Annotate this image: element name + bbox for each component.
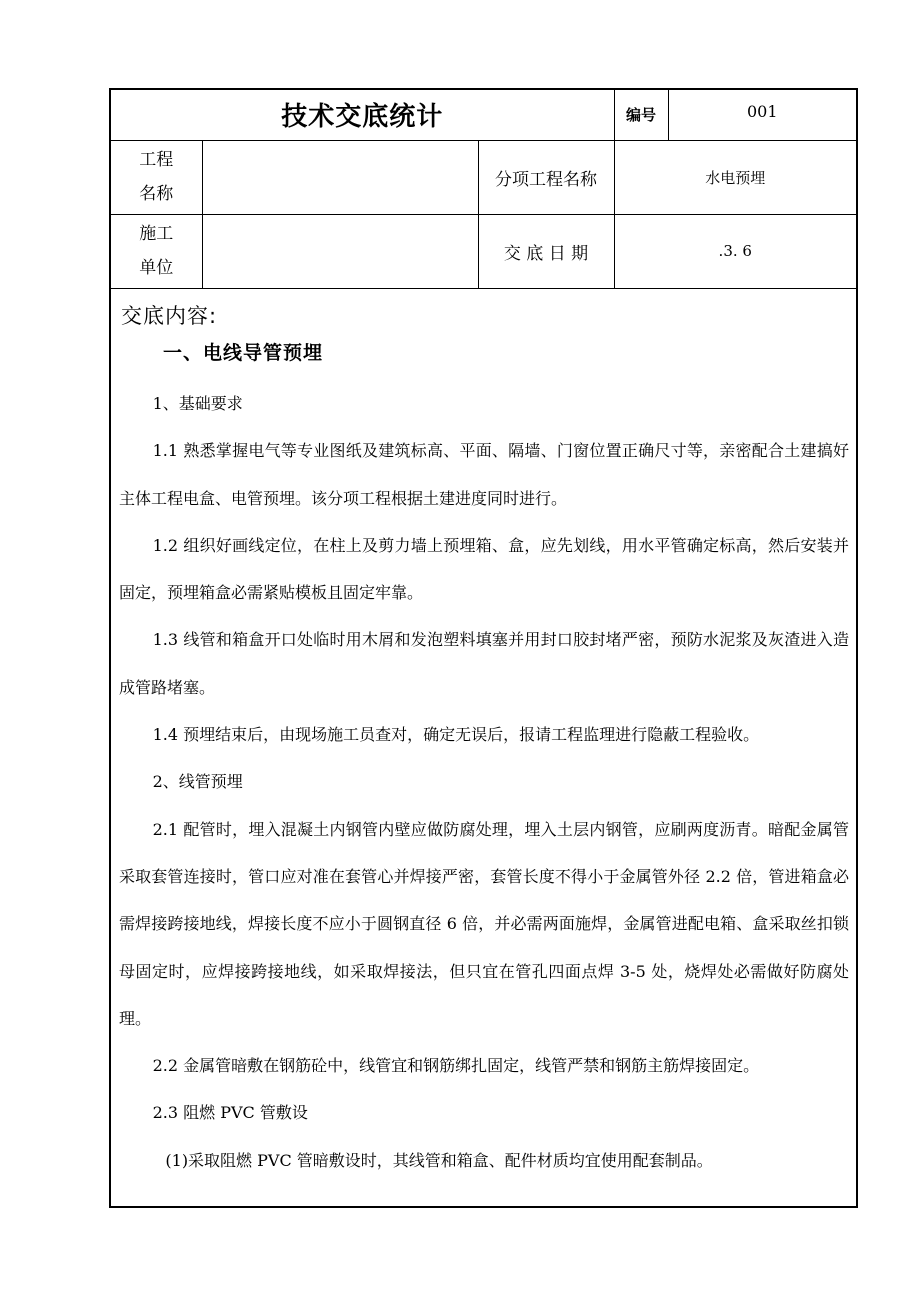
paragraph: 1.3 线管和箱盒开口处临时用木屑和发泡塑料填塞并用封口胶封堵严密，预防水泥浆及灰渣进入造成管路堵塞。: [119, 630, 849, 697]
construction-unit-value: [202, 214, 478, 288]
document-title: 技术交底统计: [111, 90, 614, 140]
disclosure-date-value: .3. 6: [614, 214, 856, 288]
section-heading: 一、电线导管预埋: [163, 342, 324, 364]
paragraph: 1.1 熟悉掌握电气等专业图纸及建筑标高、平面、隔墙、门窗位置正确尺寸等，亲密配合土建搞好主体工程电盒、电管预埋。该分项工程根据土建进度同时进行。: [119, 441, 849, 508]
paragraph: 1.4 预埋结束后，由现场施工员查对，确定无误后，报请工程监理进行隐蔽工程验收。: [152, 725, 760, 745]
project-name-value: [202, 140, 478, 214]
content-title: 交底内容:: [121, 304, 218, 328]
body-text: [119, 380, 849, 1184]
sub-project-value: 水电预埋: [614, 140, 856, 214]
sub-project-label: 分项工程名称: [478, 140, 614, 214]
paragraph: (1)采取阻燃 PVC 管暗敷设时，其线管和箱盒、配件材质均宜使用配套制品。: [165, 1150, 713, 1170]
number-value: 001: [668, 90, 856, 140]
paragraph: 2、线管预埋: [152, 772, 243, 792]
paragraph: 2.2 金属管暗敷在钢筋砼中，线管宜和钢筋绑扎固定，线管严禁和钢筋主筋焊接固定。: [152, 1056, 760, 1076]
construction-unit-label: 施工单位: [111, 214, 202, 288]
project-name-label: 工程名称: [111, 140, 202, 214]
number-label: 编号: [614, 90, 668, 140]
paragraph: 1.2 组织好画线定位，在柱上及剪力墙上预埋箱、盒，应先划线，用水平管确定标高，然后安装并固定，预埋箱盒必需紧贴模板且固定牢靠。: [119, 535, 849, 603]
paragraph: 1、基础要求: [152, 394, 243, 413]
header-table: [111, 90, 856, 289]
disclosure-document: [109, 88, 858, 1208]
disclosure-date-label: 交 底 日 期: [478, 214, 614, 288]
paragraph: 2.3 阻燃 PVC 管敷设: [152, 1103, 308, 1123]
paragraph: 2.1 配管时，埋入混凝土内钢管内壁应做防腐处理，埋入土层内钢管，应刷两度沥青。暗配金属管采取套管连接时，管口应对准在套管心并焊接严密，套管长度不得小于金属管外径 2.2 倍，管进箱盒必需焊接跨接地线，焊接长度不应小于圆钢直径 6 倍，并必需两面施焊，金属管进配电箱、盒采取丝扣锁母固定时，应焊接跨接地线，如采取焊接法，但只宜在管孔四面点焊 3-5 处，烧焊处必需做好防腐处理。: [119, 819, 849, 1028]
